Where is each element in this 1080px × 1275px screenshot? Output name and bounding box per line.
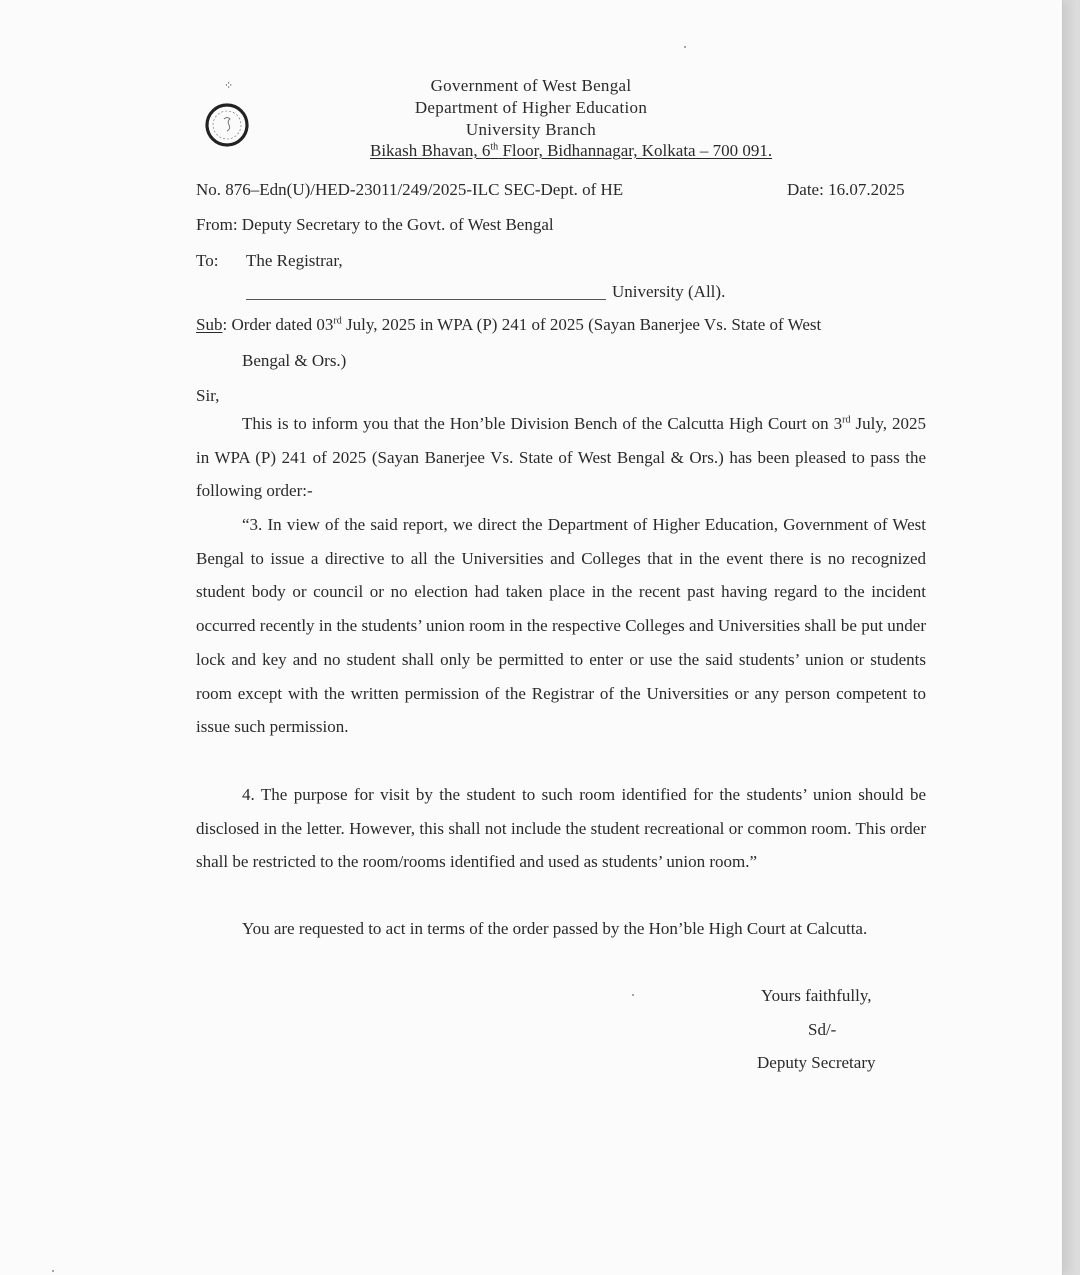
subject-label: Sub [196,315,223,334]
designation: Deputy Secretary [757,1053,876,1072]
salutation: Sir, [196,386,220,405]
paragraph-order-3: “3. In view of the said report, we direct the Department of Higher Education, Government of West Bengal to issue a directive to all the Universities and Colleges that in the event there is no recognized student body or council or no election had taken place in the recent past having regard to the incident occurred recently in the students’ union room in the respective Colleges and Universities shall be put under lock and key and no student shall only be permitted to enter or use the said students’ union or students room except with the written permission of the Registrar of the Universities or any person competent to issue such permission. [196,515,926,737]
header-address: Bikash Bhavan, 6th Floor, Bidhannagar, Kolkata – 700 091. [370,141,773,160]
header-government: Government of West Bengal [430,76,632,95]
paragraph-order-4: 4. The purpose for visit by the student to such room identified for the students’ union should be disclosed in the letter. However, this shall not include the student recreational or common room. This order shall be restricted to the room/rooms identified and used as students’ union room.” [196,785,926,872]
paragraph-intro: This is to inform you that the Hon’ble Division Bench of the Calcutta High Court on 3rd July, 2025 in WPA (P) 241 of 2025 (Sayan Banerjee Vs. State of West Bengal & Ors.) has been pleased to pass the following order:- [196,414,926,501]
memo-number: No. 876–Edn(U)/HED-23011/249/2025-ILC SEC-Dept. of HE [196,180,624,199]
university-blank-line [246,299,606,300]
to-university: University (All). [612,282,726,301]
paragraph-request: You are requested to act in terms of the order passed by the Hon’ble High Court at Calcutta. [242,919,868,938]
header-branch: University Branch [465,120,597,139]
from-line: From: Deputy Secretary to the Govt. of West Bengal [196,215,554,234]
scan-speck [632,994,634,996]
memo-date: Date: 16.07.2025 [787,180,905,199]
emblem-ornament-icon: ⁘ [224,80,234,92]
signed-mark: Sd/- [808,1020,837,1039]
to-label: To: [196,251,219,270]
scan-speck [52,1270,54,1272]
subject-line: Sub: Order dated 03rd July, 2025 in WPA (P) 241 of 2025 (Sayan Banerjee Vs. State of West [196,315,822,334]
to-registrar: The Registrar, [246,251,343,270]
header-department: Department of Higher Education [414,98,648,117]
scan-speck [684,46,686,48]
subject-continuation: Bengal & Ors.) [242,351,347,370]
closing: Yours faithfully, [761,986,872,1005]
